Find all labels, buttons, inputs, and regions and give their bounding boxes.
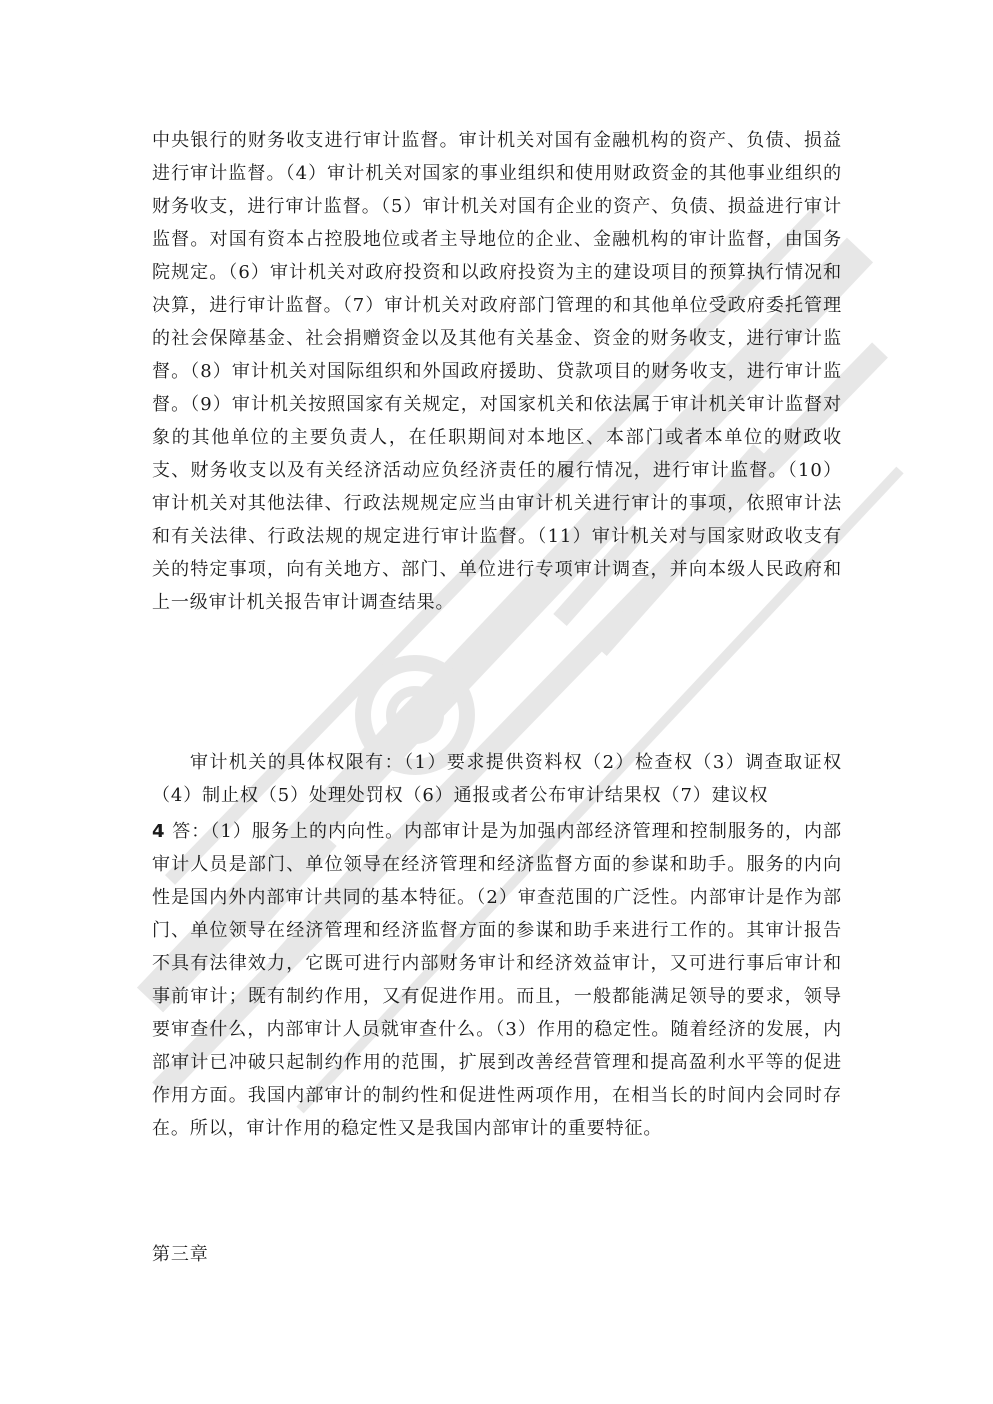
audit-powers-paragraph-block	[152, 746, 842, 812]
audit-powers-paragraph: 审计机关的具体权限有：（1）要求提供资料权（2）检查权（3）调查取证权（4）制止权（5）处理处罚权（6）通报或者公布审计结果权（7）建议权	[152, 752, 842, 806]
chapter-heading: 第三章	[152, 1244, 209, 1265]
answer-4-block	[152, 815, 842, 1145]
answer-4-number: 4	[152, 821, 166, 842]
answer-4-paragraph	[152, 815, 842, 1145]
answer-4-text: 答：（1）服务上的内向性。内部审计是为加强内部经济管理和控制服务的，内部审计人员是部门、单位领导在经济管理和经济监督方面的参谋和助手。服务的内向性是国内外内部审计共同的基本特征。（2）审查范围的广泛性。内部审计是作为部门、单位领导在经济管理和经济监督方面的参谋和助手来进行工作的。其审计报告不具有法律效力，它既可进行内部财务审计和经济效益审计，又可进行事后审计和事前审计；既有制约作用，又有促进作用。而且，一般都能满足领导的要求，领导要审查什么，内部审计人员就审查什么。（3）作用的稳定性。随着经济的发展，内部审计已冲破只起制约作用的范围，扩展到改善经营管理和提高盈利水平等的促进作用方面。我国内部审计的制约性和促进性两项作用，在相当长的时间内会同时存在。所以，审计作用的稳定性又是我国内部审计的重要特征。	[152, 821, 842, 1139]
section-2-paragraph: 中央银行的财务收支进行审计监督。审计机关对国有金融机构的资产、负债、损益进行审计监督。（4）审计机关对国家的事业组织和使用财政资金的其他事业组织的财务收支，进行审计监督。（5）审计机关对国有企业的资产、负债、损益进行审计监督。对国有资本占控股地位或者主导地位的企业、金融机构的审计监督，由国务院规定。（6）审计机关对政府投资和以政府投资为主的建设项目的预算执行情况和决算，进行审计监督。（7）审计机关对政府部门管理的和其他单位受政府委托管理的社会保障基金、社会捐赠资金以及其他有关基金、资金的财务收支，进行审计监督。（8）审计机关对国际组织和外国政府援助、贷款项目的财务收支，进行审计监督。（9）审计机关按照国家有关规定，对国家机关和依法属于审计机关审计监督对象的其他单位的主要负责人，在任职期间对本地区、本部门或者本单位的财政收支、财务收支以及有关经济活动应负经济责任的履行情况，进行审计监督。（10）审计机关对其他法律、行政法规规定应当由审计机关进行审计的事项，依照审计法和有关法律、行政法规的规定进行审计监督。（11）审计机关对与国家财政收支有关的特定事项，向有关地方、部门、单位进行专项审计调查，并向本级人民政府和上一级审计机关报告审计调查结果。	[152, 130, 842, 613]
section-2-paragraph-block	[152, 124, 842, 619]
